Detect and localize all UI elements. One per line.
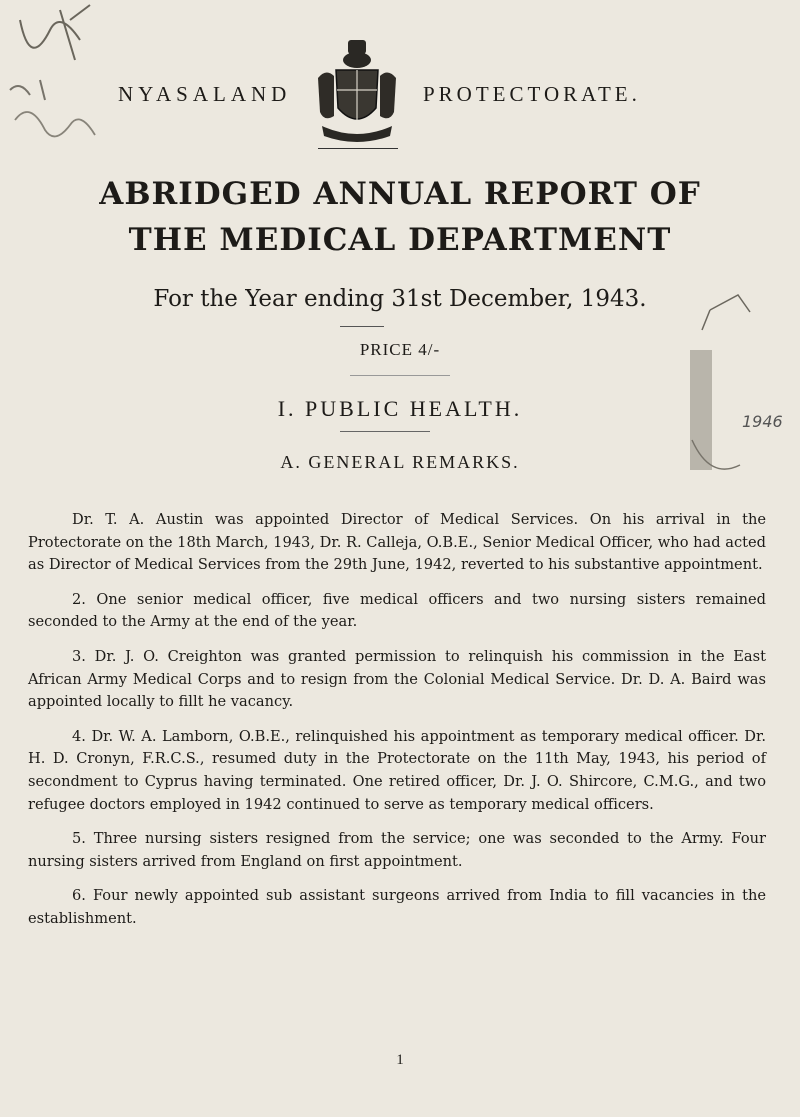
header-right-text: PROTECTORATE. xyxy=(423,82,641,106)
header-left-text: NYASALAND xyxy=(118,82,292,106)
library-stamp-icon xyxy=(680,290,770,490)
price-label: PRICE 4/- xyxy=(359,340,441,359)
header-divider xyxy=(318,148,398,149)
paragraph-4: 4. Dr. W. A. Lamborn, O.B.E., relinquished his appointment as temporary medical officer. Dr. H. D. Cronyn, F.R.C.S., resumed duty in the Protectorate on the 11th May, 1943, his period of secondment to Cyprus having terminated. One retired officer, Dr. J. O. Shircore, C.M.G., and two refugee doctors employed in 1942 continued to serve as temporary medical officers. xyxy=(28,727,766,813)
body-text xyxy=(28,509,766,943)
paragraph-6: 6. Four newly appointed sub assistant surgeons arrived from India to fill vacancies in the establishment. xyxy=(28,887,766,927)
divider-price xyxy=(350,375,450,376)
divider-short xyxy=(340,326,384,327)
report-subtitle: For the Year ending 31st December, 1943. xyxy=(153,286,647,312)
paragraph-1: Dr. T. A. Austin was appointed Director of Medical Services. On his arrival in the Protectorate on the 18th March, 1943, Dr. R. Calleja, O.B.E., Senior Medical Officer, who had acted as Director of Medical Services from the 29th June, 1942, reverted to his substantive appointment. xyxy=(28,511,766,574)
royal-coat-of-arms-icon xyxy=(312,38,402,146)
subsection-title: A. GENERAL REMARKS. xyxy=(280,452,520,472)
section-title: I. PUBLIC HEALTH. xyxy=(277,396,523,421)
report-title-line-1: ABRIDGED ANNUAL REPORT OF xyxy=(99,176,701,212)
paragraph-5: 5. Three nursing sisters resigned from the service; one was seconded to the Army. Four nursing sisters arrived from England on first appointment. xyxy=(28,830,766,870)
divider-section xyxy=(340,431,430,432)
paragraph-3: 3. Dr. J. O. Creighton was granted permission to relinquish his commission in the East African Army Medical Corps and to resign from the Colonial Medical Service. Dr. D. A. Baird was appointed locally to fillt he vacancy. xyxy=(28,647,766,711)
page-number: 1 xyxy=(396,1052,404,1068)
report-title-line-2: THE MEDICAL DEPARTMENT xyxy=(128,222,672,258)
paragraph-2: 2. One senior medical officer, five medical officers and two nursing sisters remained seconded to the Army at the end of the year. xyxy=(28,590,766,631)
handwritten-scribble-icon xyxy=(0,0,140,150)
handwritten-note: 1946 xyxy=(742,412,783,431)
